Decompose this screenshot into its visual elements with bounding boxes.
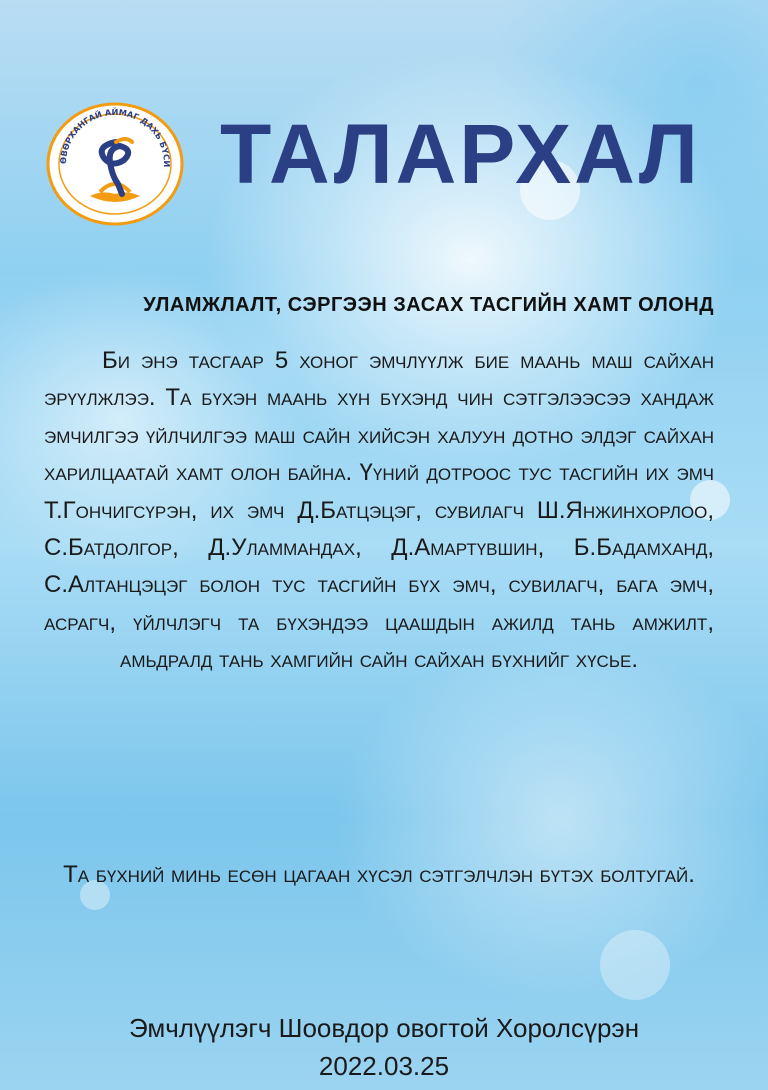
page-title: ТАЛАРХАЛ <box>220 107 701 201</box>
letter-body: Би энэ тасгаар 5 хоног эмчлүүлж бие маань маш сайхан эрүүлжлээ. Та бүхэн маань хүн бүхэнд чин сэтгэлээсээ хандаж эмчилгээ үйлчилгээ маш сайн хийсэн халуун дотно элдэг сайхан харилцаатай хамт олон байна. Үүний дотроос тус тасгийн их эмч Т.Гончигсүрэн, их эмч Д.Батцэцэг, сувилагч Ш.Янжинхорлоо, С.Батдолгор, Д.Уламмандах, Д.Амартүвшин, Б.Бадамханд, С.Алтанцэцэг болон тус тасгийн бүх эмч, сувилагч, бага эмч, асрагч, үйлчлэгч та бүхэндээ цаашдын ажилд тань амжилт, амьдралд тань хамгийн сайн сайхан бүхнийг хүсье. <box>44 347 714 674</box>
hospital-logo <box>46 102 184 226</box>
letter-wish: Та бүхний минь есөн цагаан хүсэл сэтгэлчлэн бүтэх болтугай. <box>63 861 695 888</box>
letter-date: 2022.03.25 <box>318 1051 450 1081</box>
logo-text: ӨВӨРХАНГАЙ АЙМАГ ДАХЬ БҮСИ <box>57 106 173 168</box>
recipient-heading: УЛАМЖЛАЛТ, СЭРГЭЭН ЗАСАХ ТАСГИЙН ХАМТ ОЛОНД <box>143 294 714 316</box>
signer-name: Эмчлүүлэгч Шоовдор овогтой Хоролсүрэн <box>128 1013 640 1043</box>
medical-snake-emblem-icon <box>46 102 184 226</box>
background-sparkle <box>600 930 670 1000</box>
